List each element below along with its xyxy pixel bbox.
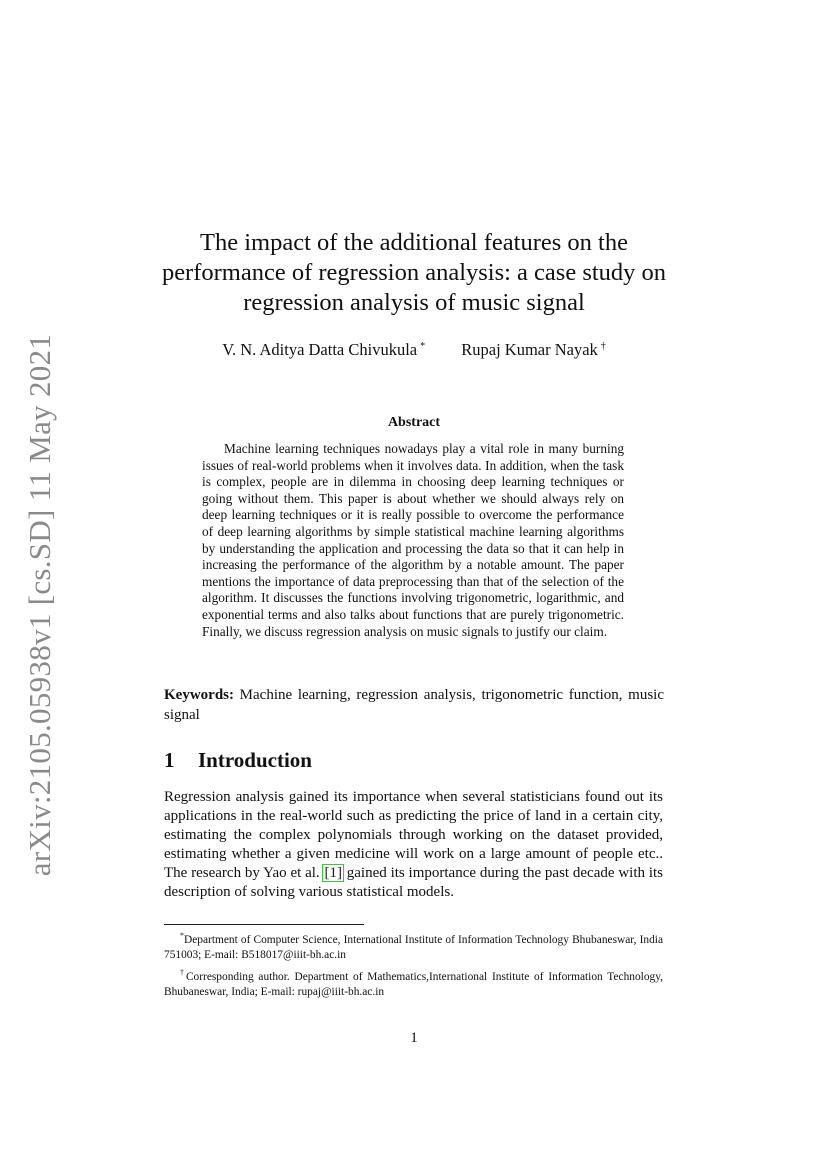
footnote-1-mark: *	[180, 931, 184, 940]
footnotes	[164, 928, 663, 1002]
footnote-2-text: Corresponding author. Department of Mathematics,International Institute of Information Technology, Bhubaneswar, India; E-mail: rupaj@iiit-bh.ac.in	[164, 970, 664, 998]
keywords-label: Keywords:	[164, 687, 234, 703]
page-number: 1	[410, 1030, 418, 1046]
author-1-name: V. N. Aditya Datta Chivukula	[222, 340, 418, 359]
author-2	[461, 340, 606, 360]
citation-link[interactable]: [1]	[324, 865, 342, 881]
arxiv-identifier: arXiv:2105.05938v1 [cs.SD] 11 May 2021	[22, 333, 57, 877]
introduction-paragraph	[164, 788, 663, 902]
footnote-2-mark: †	[180, 967, 186, 977]
keywords-paragraph	[164, 686, 664, 725]
abstract-text: Machine learning techniques nowadays play a vital role in many burning issues of real-world problems when it involves data. In addition, when the task is complex, people are in dilemma in choosing deep learning techniques or going without them. This paper is about whether we should always rely on deep learning techniques or it is really possible to overcome the performance of deep learning algorithms by simple statistical machine learning algorithms by understanding the application and processing the data so that it can help in increasing the performance of the algorithm by a notable amount. The paper mentions the importance of data preprocessing than that of the selection of the algorithm. It discusses the functions involving trigonometric, logarithmic, and exponential terms and also talks about functions that are purely trigonometric. Finally, we discuss regression analysis on music signals to justify our claim.	[202, 441, 624, 639]
author-1	[222, 340, 425, 360]
footnote-2	[164, 965, 663, 1000]
author-1-mark: *	[420, 340, 426, 352]
paper-title: The impact of the additional features on the performance of regression analysis: a case study on regression analysis of music signal	[161, 229, 667, 316]
footnote-1	[164, 928, 663, 963]
footnote-divider	[164, 924, 364, 925]
author-list	[150, 340, 678, 360]
intro-text-part-2: gained its importance during the past decade with its description of solving various statistical models.	[164, 865, 663, 900]
section-heading	[164, 748, 312, 773]
keywords-text: Machine learning, regression analysis, trigonometric function, music signal	[164, 687, 664, 723]
arxiv-sidebar-stamp	[14, 333, 66, 877]
section-title: Introduction	[198, 748, 312, 772]
intro-text-part-1: Regression analysis gained its importance when several statisticians found out its applications in the real-world such as predicting the price of land in a certain city, estimating the complex polynomials through working on the dataset provided, estimating whether a given medicine will work on a large amount of people etc.. The research by Yao et al.	[164, 789, 663, 881]
section-number: 1	[164, 748, 175, 772]
author-2-mark: †	[600, 340, 606, 352]
footnote-1-text: Department of Computer Science, International Institute of Information Technology Bhubaneswar, India 751003; E-mail: B518017@iiit-bh.ac.in	[164, 933, 663, 961]
abstract-heading: Abstract	[387, 415, 441, 430]
author-2-name: Rupaj Kumar Nayak	[461, 340, 598, 359]
